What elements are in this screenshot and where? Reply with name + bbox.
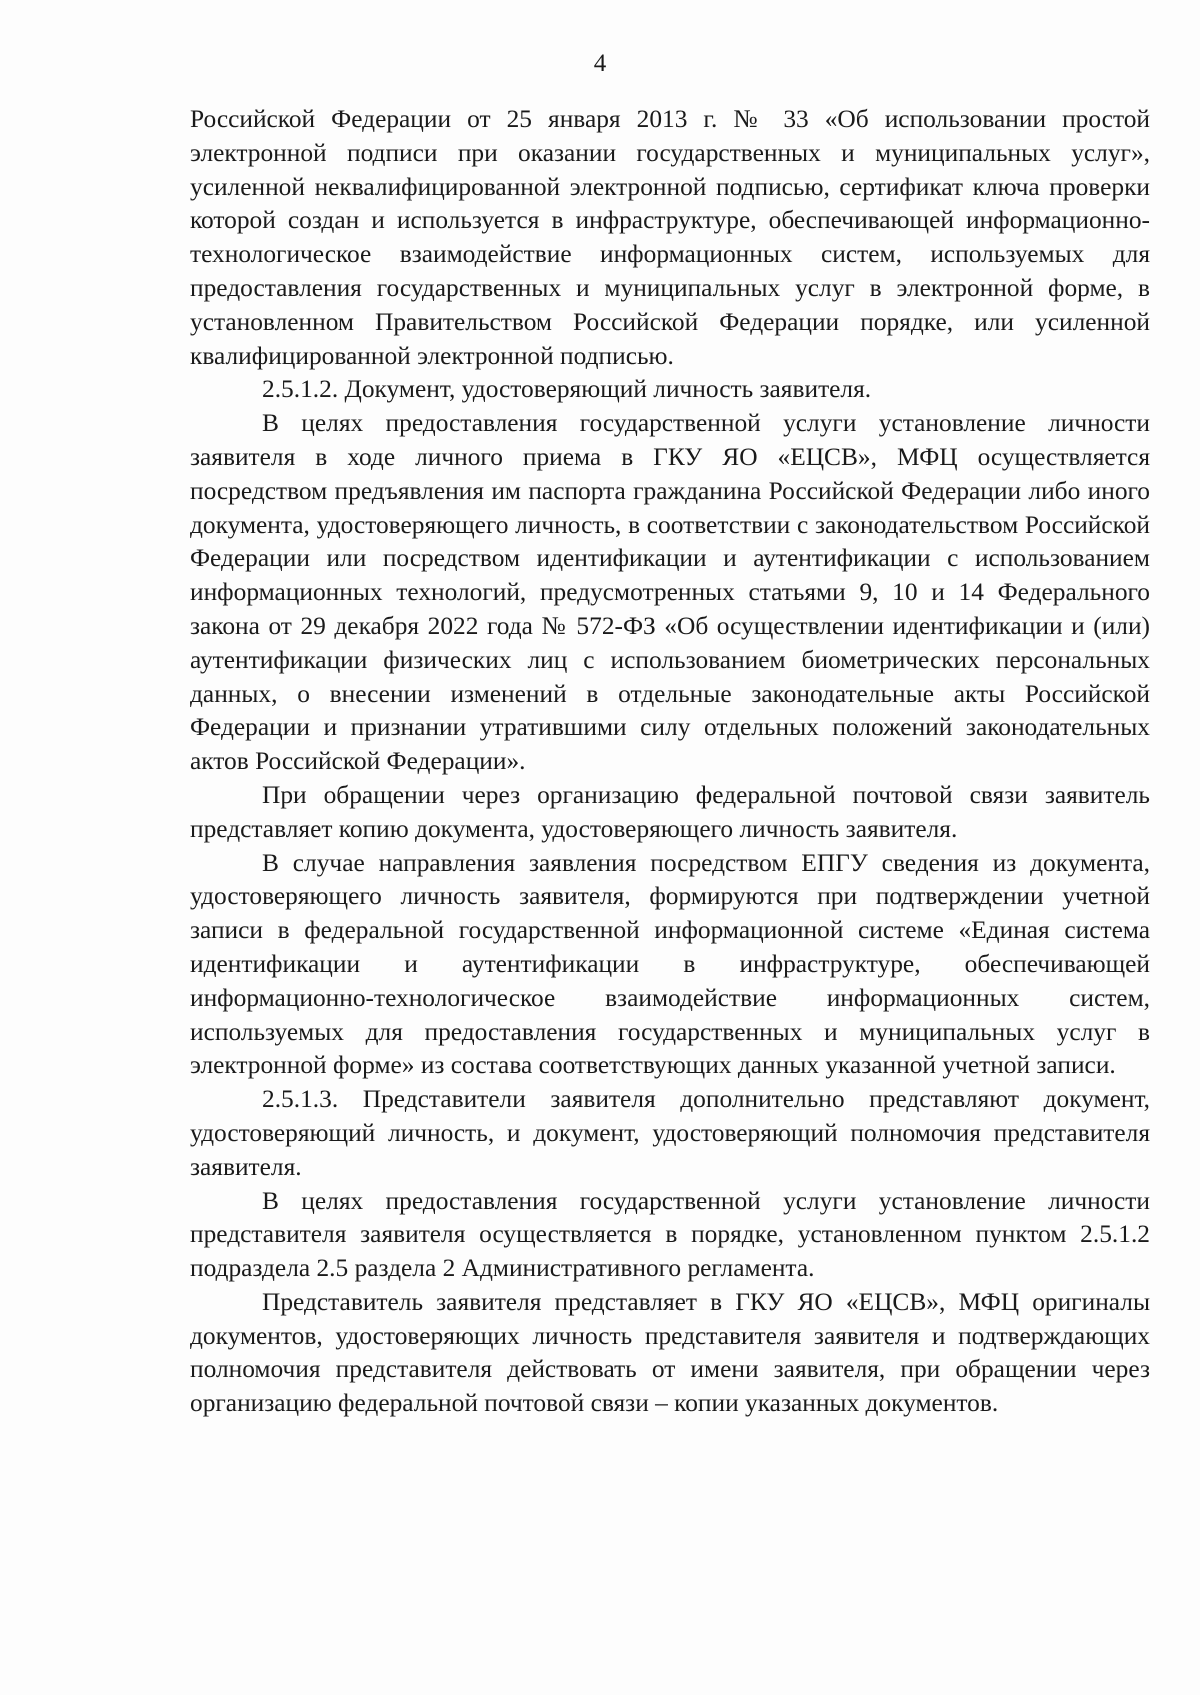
paragraph-epgu-data: В случае направления заявления посредством ЕПГУ сведения из документа, удостоверяющего личность заявителя, формируются при подтверждении учетной записи в федеральной государственной информационной системе «Единая система идентификации и аутентификации в инфраструктуре, обеспечивающей информационно-технологическое взаимодействие информационных систем, используемых для предоставления государственных и муниципальных услуг в электронной форме» из состава соответствующих данных указанной учетной записи.: [190, 848, 1150, 1080]
paragraph-identity-verification: В целях предоставления государственной услуги установление личности заявителя в ходе личного приема в ГКУ ЯО «ЕЦСВ», МФЦ осуществляется посредством предъявления им паспорта гражданина Российской Федерации либо иного документа, удостоверяющего личность, в соответствии с законодательством Российской Федерации или посредством идентификации и аутентификации с использованием информационных технологий, предусмотренных статьями 9, 10 и 14 Федерального закона от 29 декабря 2022 года № 572-ФЗ «Об осуществлении идентификации и (или) аутентификации физических лиц с использованием биометрических персональных данных, о внесении изменений в отдельные законодательные акты Российской Федерации и признании утратившими силу отдельных положений законодательных актов Российской Федерации».: [190, 409, 1150, 776]
paragraph-postal-copy: При обращении через организацию федеральной почтовой связи заявитель представляет копию документа, удостоверяющего личность заявителя.: [190, 780, 1150, 843]
section-heading-2-5-1-2: 2.5.1.2. Документ, удостоверяющий личность заявителя.: [262, 375, 872, 404]
paragraph-representative-originals: Представитель заявителя представляет в ГКУ ЯО «ЕЦСВ», МФЦ оригиналы документов, удостоверяющих личность представителя заявителя и подтверждающих полномочия представителя действовать от имени заявителя, при обращении через организацию федеральной почтовой связи – копии указанных документов.: [190, 1287, 1150, 1418]
paragraph-continuation: Российской Федерации от 25 января 2013 г. № 33 «Об использовании простой электронной подписи при оказании государственных и муниципальных услуг», усиленной неквалифицированной электронной подписью, сертификат ключа проверки которой создан и используется в инфраструктуре, обеспечивающей информационно-технологическое взаимодействие информационных систем, используемых для предоставления государственных и муниципальных услуг в электронной форме, в установленном Правительством Российской Федерации порядке, или усиленной квалифицированной электронной подписью.: [190, 105, 1150, 370]
document-body: [190, 103, 1150, 1421]
paragraph-representative-identity: В целях предоставления государственной услуги установление личности представителя заявителя осуществляется в порядке, установленном пунктом 2.5.1.2 подраздела 2.5 раздела 2 Административного регламента.: [190, 1186, 1150, 1283]
page-number: 4: [593, 50, 607, 77]
section-heading-2-5-1-3: 2.5.1.3. Представители заявителя дополнительно представляют документ, удостоверяющий личность, и документ, удостоверяющий полномочия представителя заявителя.: [190, 1085, 1150, 1181]
